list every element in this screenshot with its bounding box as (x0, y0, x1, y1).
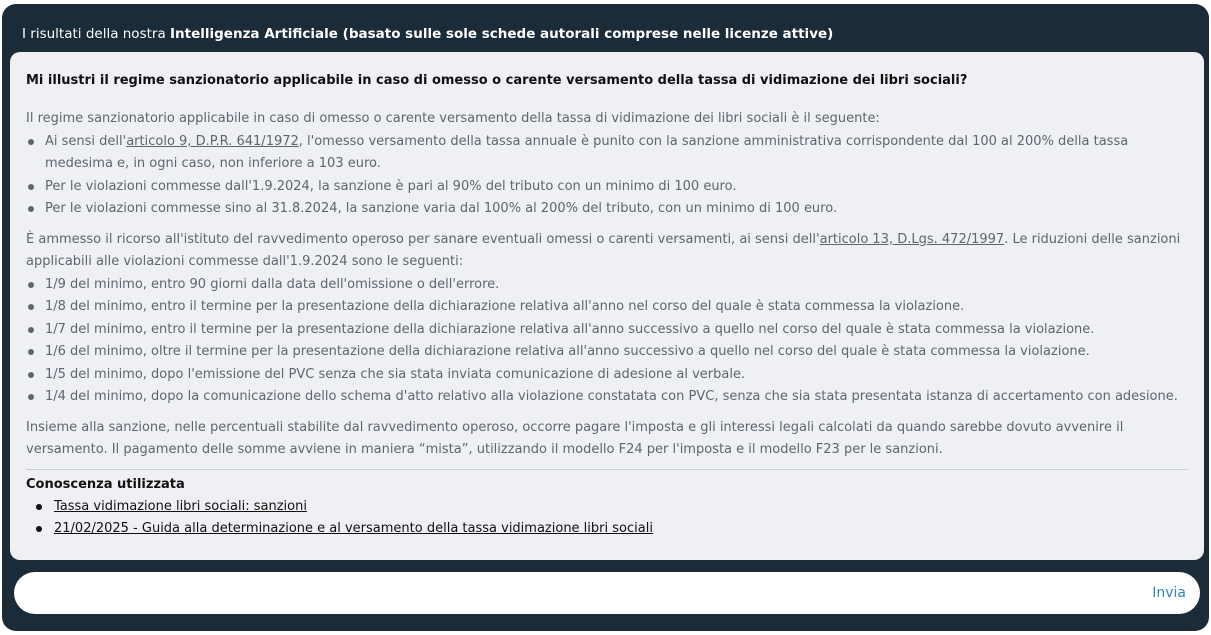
list-item: 1/9 del minimo, entro 90 giorni dalla data dell'omissione o dell'errore. (26, 274, 1188, 297)
list-item: 1/5 del minimo, dopo l'emissione del PVC senza che sia stata inviata comunicazione di adesione al verbale. (26, 364, 1188, 387)
para2-pre: È ammesso il ricorso all'istituto del ravvedimento operoso per sanare eventuali omessi o carenti versamenti, ai sensi dell' (26, 231, 820, 247)
list-item (26, 496, 1188, 519)
list-item (26, 131, 1188, 176)
panel-header (22, 20, 833, 48)
para2-post: . Le riduzioni delle sanzioni applicabili alle violazioni commesse dall'1.9.2024 sono le seguenti: (26, 231, 1181, 269)
list-item: Per le violazioni commesse sino al 31.8.2024, la sanzione varia dal 100% al 200% del tributo, con un minimo di 100 euro. (26, 198, 1188, 221)
article-13-link[interactable]: articolo 13, D.Lgs. 472/1997 (819, 231, 1005, 247)
list-item: 1/4 del minimo, dopo la comunicazione dello schema d'atto relativo alla violazione constatata con PVC, senza che sia stata presentata istanza di accertamento con adesione. (26, 386, 1188, 409)
answer-intro: Il regime sanzionatorio applicabile in caso di omesso o carente versamento della tassa di vidimazione dei libri sociali è il seguente: (26, 111, 880, 126)
article-9-link[interactable]: articolo 9, D.P.R. 641/1972 (126, 133, 299, 149)
list-item: 1/7 del minimo, entro il termine per la presentazione della dichiarazione relativa all'anno successivo a quello nel corso del quale è stata commessa la violazione. (26, 319, 1188, 342)
answer-paragraph-2 (26, 229, 1188, 274)
send-button[interactable]: Invia (1152, 582, 1186, 604)
list-item: Per le violazioni commesse dall'1.9.2024, la sanzione è pari al 90% del tributo con un minimo di 100 euro. (26, 176, 1188, 199)
header-prefix: I risultati della nostra (22, 26, 171, 42)
answer-paragraph-3: Insieme alla sanzione, nelle percentuali stabilite dal ravvedimento operoso, occorre pagare l'imposta e gli interessi legali calcolati da quando sarebbe dovuto avvenire il versamento. Il pagamento delle somme avviene in maniera “mista”, utilizzando il modello F24 per l'imposta e il modello F23 per le sanzioni. (26, 419, 1124, 457)
reductions-list (26, 274, 1188, 409)
sanctions-list (26, 131, 1188, 221)
question-input[interactable] (30, 578, 1140, 608)
knowledge-link-guida[interactable]: 21/02/2025 - Guida alla determinazione e al versamento della tassa vidimazione libri sociali (54, 521, 653, 536)
list-item: 1/8 del minimo, entro il termine per la presentazione della dichiarazione relativa all'anno nel corso del quale è stata commessa la violazione. (26, 296, 1188, 319)
knowledge-link-sanzioni[interactable]: Tassa vidimazione libri sociali: sanzioni (54, 498, 307, 514)
divider (26, 469, 1188, 470)
answer-card (10, 52, 1204, 560)
answer-body (26, 108, 1188, 462)
knowledge-title: Conoscenza utilizzata (26, 476, 185, 492)
list-item (26, 518, 1188, 541)
bullet-text-pre: Ai sensi dell' (45, 133, 127, 149)
knowledge-list (26, 496, 1188, 541)
header-bold: Intelligenza Artificiale (basato sulle sole schede autorali comprese nelle licenze attive) (170, 26, 834, 42)
chat-input-bar (14, 572, 1200, 614)
list-item: 1/6 del minimo, oltre il termine per la presentazione della dichiarazione relativa all'anno successivo a quello nel corso del quale è stata commessa la violazione. (26, 341, 1188, 364)
ai-results-panel (2, 4, 1209, 631)
bullet-text-post: , l'omesso versamento della tassa annuale è punito con la sanzione amministrativa corrispondente dal 100 al 200% della tassa medesima e, in ogni caso, non inferiore a 103 euro. (45, 133, 1129, 171)
question-text: Mi illustri il regime sanzionatorio applicabile in caso di omesso o carente versamento della tassa di vidimazione dei libri sociali? (26, 73, 968, 88)
